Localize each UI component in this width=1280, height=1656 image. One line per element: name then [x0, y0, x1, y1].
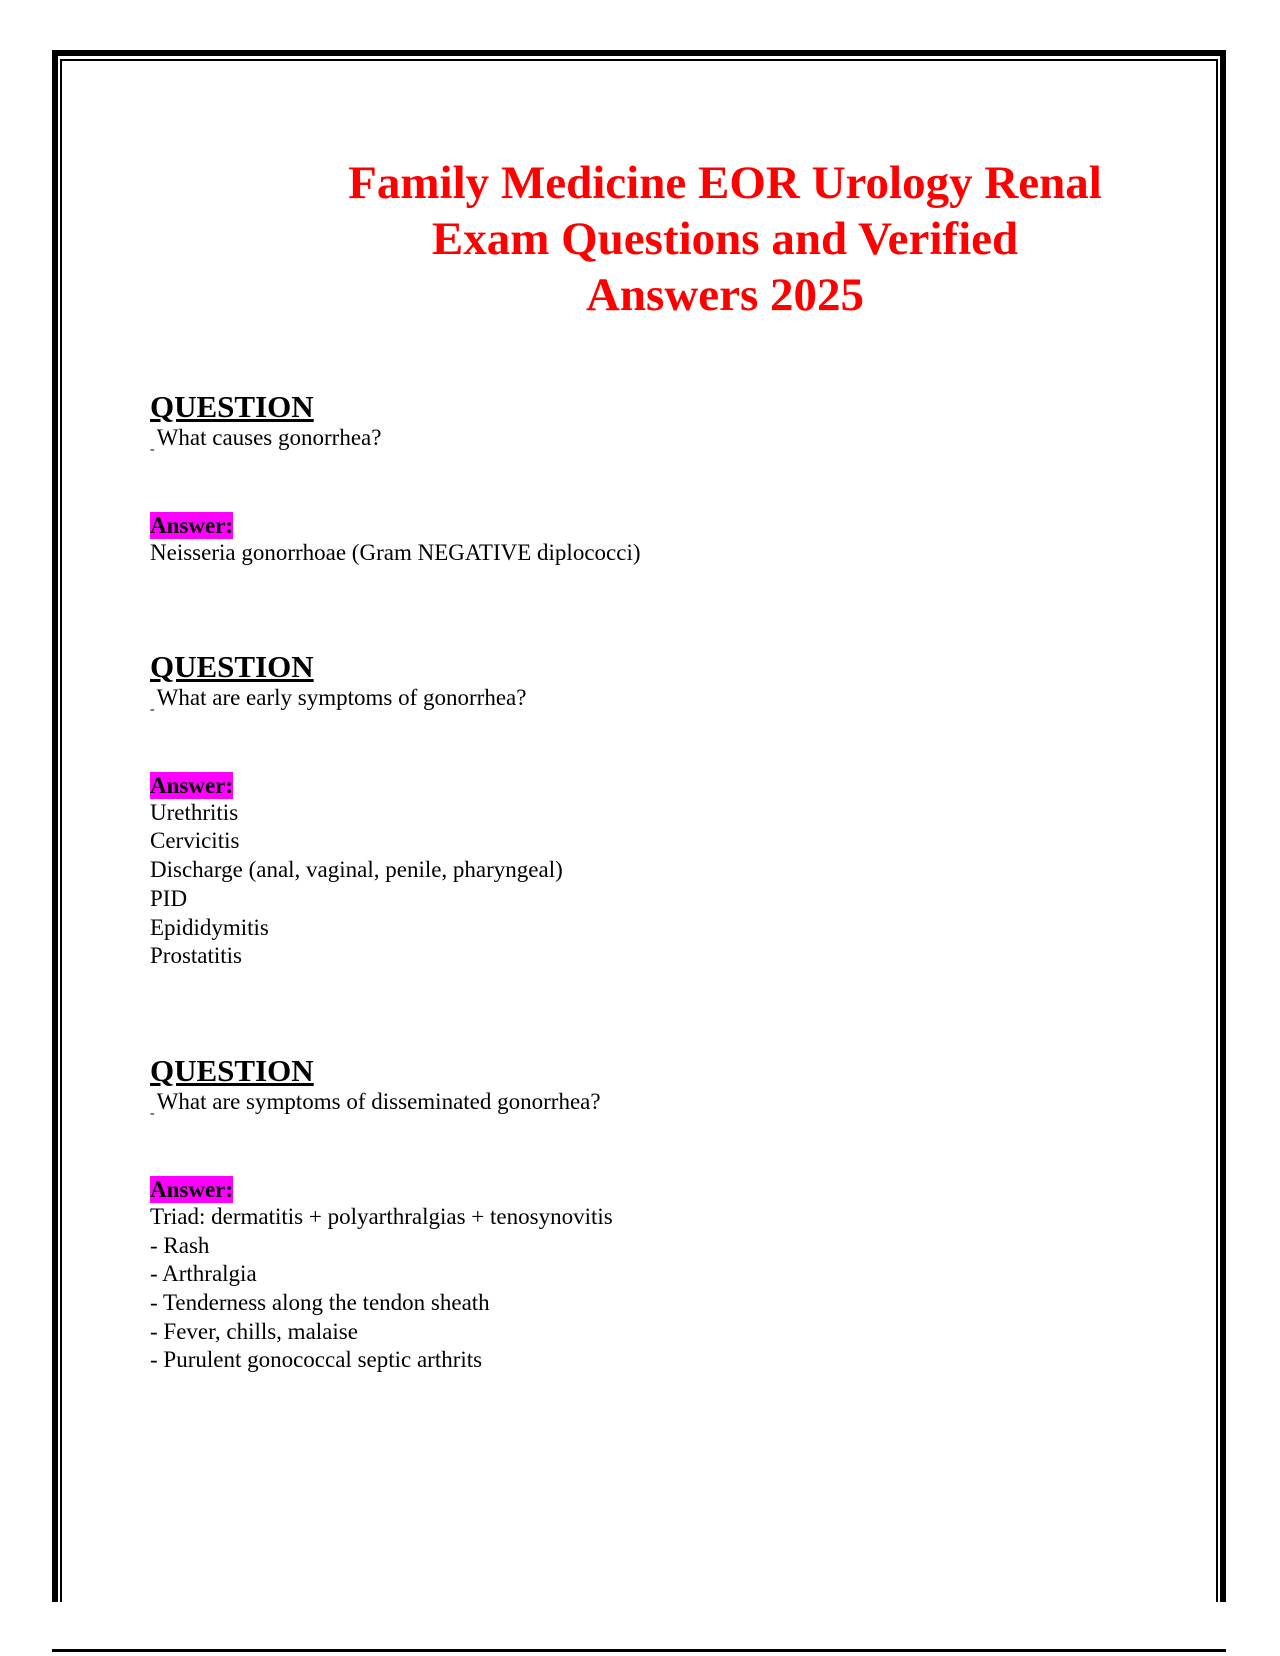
answer-label: Answer:	[150, 513, 234, 538]
qa-block-1	[150, 390, 1150, 568]
answer-line: Triad: dermatitis + polyarthralgias + tenosynovitis	[150, 1203, 613, 1229]
qa-block-3	[150, 1054, 1150, 1375]
answer-lines	[150, 799, 1150, 971]
answer-line: - Purulent gonococcal septic arthrits	[150, 1347, 483, 1373]
answer-line: Cervicitis	[150, 828, 240, 854]
answer-line: - Arthralgia	[150, 1261, 257, 1287]
question-text-content: What are symptoms of disseminated gonorrhea?	[156, 1088, 601, 1114]
dash-mark: -	[150, 442, 155, 457]
answer-line: Urethritis	[150, 799, 239, 825]
answer-line: Discharge (anal, vaginal, penile, pharyngeal)	[150, 857, 563, 883]
spacer	[150, 971, 1150, 1054]
question-heading: QUESTION	[150, 1052, 314, 1088]
dash-mark: -	[150, 1105, 155, 1121]
dash-mark: -	[150, 701, 155, 717]
title-line: Exam Questions and Verified	[431, 213, 1019, 265]
question-text	[150, 424, 1150, 464]
answer-line: PID	[150, 885, 188, 911]
answer-line: Prostatitis	[150, 943, 243, 969]
answer-line: - Fever, chills, malaise	[150, 1318, 358, 1344]
answer-lines	[150, 539, 1150, 568]
answer-label: Answer:	[150, 772, 234, 798]
question-text	[150, 684, 1150, 724]
answer-label: Answer:	[150, 1176, 234, 1202]
question-text-content: What are early symptoms of gonorrhea?	[156, 684, 527, 710]
qa-content	[150, 390, 1150, 1375]
spacer	[150, 568, 1150, 650]
question-heading: QUESTION	[150, 389, 314, 424]
question-text-content: What causes gonorrhea?	[156, 425, 382, 450]
answer-line: Neisseria gonorrhoae (Gram NEGATIVE diplococci)	[150, 540, 641, 565]
answer-line: - Rash	[150, 1232, 210, 1258]
question-heading: QUESTION	[150, 648, 314, 684]
title-line: Answers 2025	[585, 269, 865, 321]
answer-lines	[150, 1203, 1150, 1375]
title-line: Family Medicine EOR Urology Renal	[348, 157, 1102, 209]
answer-line: - Tenderness along the tendon sheath	[150, 1290, 490, 1316]
qa-block-2	[150, 650, 1150, 971]
document-title	[300, 155, 1150, 323]
answer-line: Epididymitis	[150, 914, 269, 940]
page-border-bottom	[52, 1649, 1226, 1656]
question-text	[150, 1088, 1150, 1128]
